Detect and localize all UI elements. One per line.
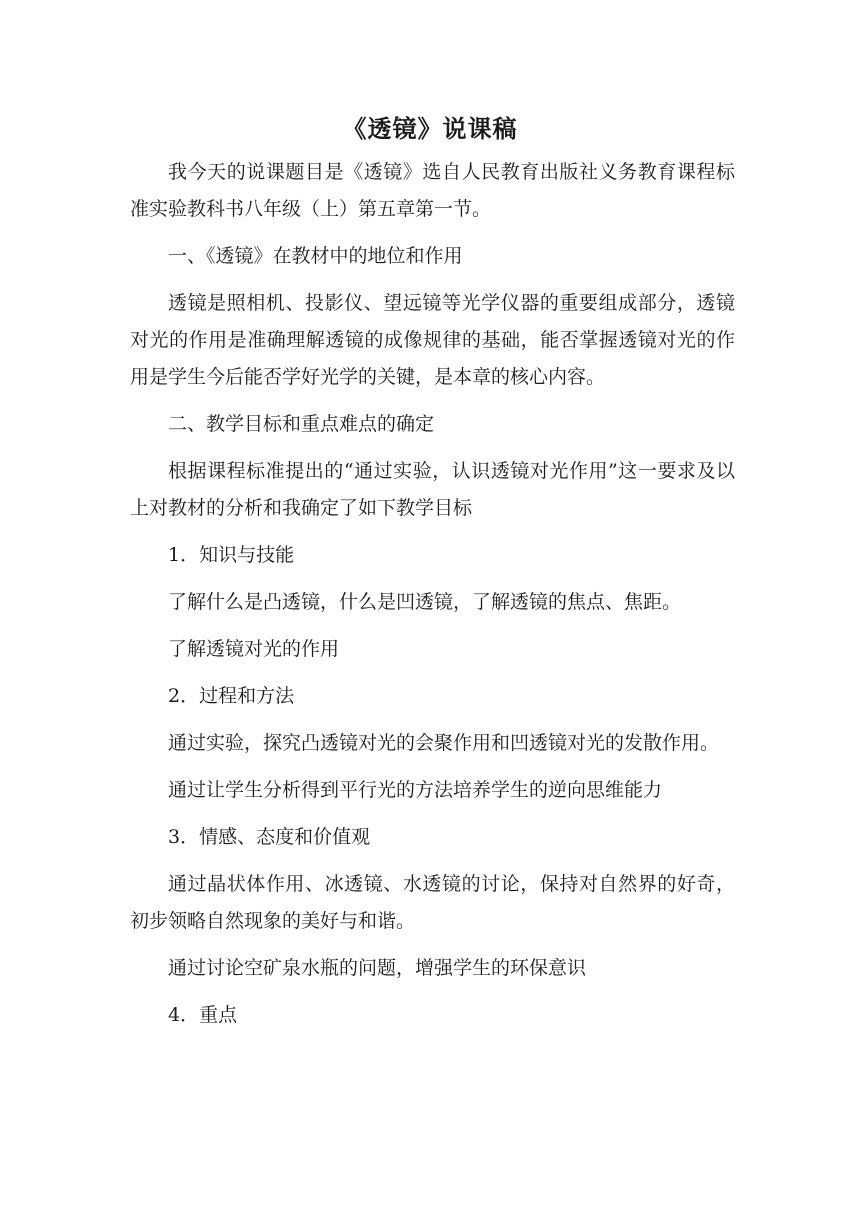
list-item: 了解什么是凸透镜，什么是凹透镜，了解透镜的焦点、焦距。: [168, 591, 682, 613]
subheading-process-method: 2．过程和方法: [168, 685, 295, 707]
subheading-knowledge-skills: 1．知识与技能: [168, 544, 295, 566]
section-heading-2: 二、教学目标和重点难点的确定: [168, 413, 435, 435]
paragraph-role-of-lens: 透镜是照相机、投影仪、望远镜等光学仪器的重要组成部分，透镜对光的作用是准确理解透镜的成像规律的基础，能否掌握透镜对光的作用是学生今后能否学好光学的关键，是本章的核心内容。: [130, 292, 735, 388]
list-item: 通过晶状体作用、冰透镜、水透镜的讨论，保持对自然界的好奇，初步领略自然现象的美好与和谐。: [130, 873, 735, 932]
document-title: 《透镜》说课稿: [342, 114, 518, 143]
paragraph-objectives-basis: 根据课程标准提出的“通过实验，认识透镜对光作用”这一要求及以上对教材的分析和我确定了如下教学目标: [130, 460, 735, 519]
list-item: 了解透镜对光的作用: [168, 638, 340, 660]
list-item: 通过讨论空矿泉水瓶的问题，增强学生的环保意识: [168, 957, 587, 979]
list-item: 通过实验，探究凸透镜对光的会聚作用和凹透镜对光的发散作用。: [168, 732, 720, 754]
document-body: [130, 154, 735, 1044]
intro-paragraph: 我今天的说课题目是《透镜》选自人民教育出版社义务教育课程标准实验教科书八年级（上）第五章第一节。: [130, 161, 735, 220]
subheading-emotion-values: 3．情感、态度和价值观: [168, 826, 371, 848]
subheading-key-points: 4．重点: [168, 1004, 238, 1026]
section-heading-1: 一、《透镜》在教材中的地位和作用: [168, 245, 463, 267]
list-item: 通过让学生分析得到平行光的方法培养学生的逆向思维能力: [168, 779, 663, 801]
